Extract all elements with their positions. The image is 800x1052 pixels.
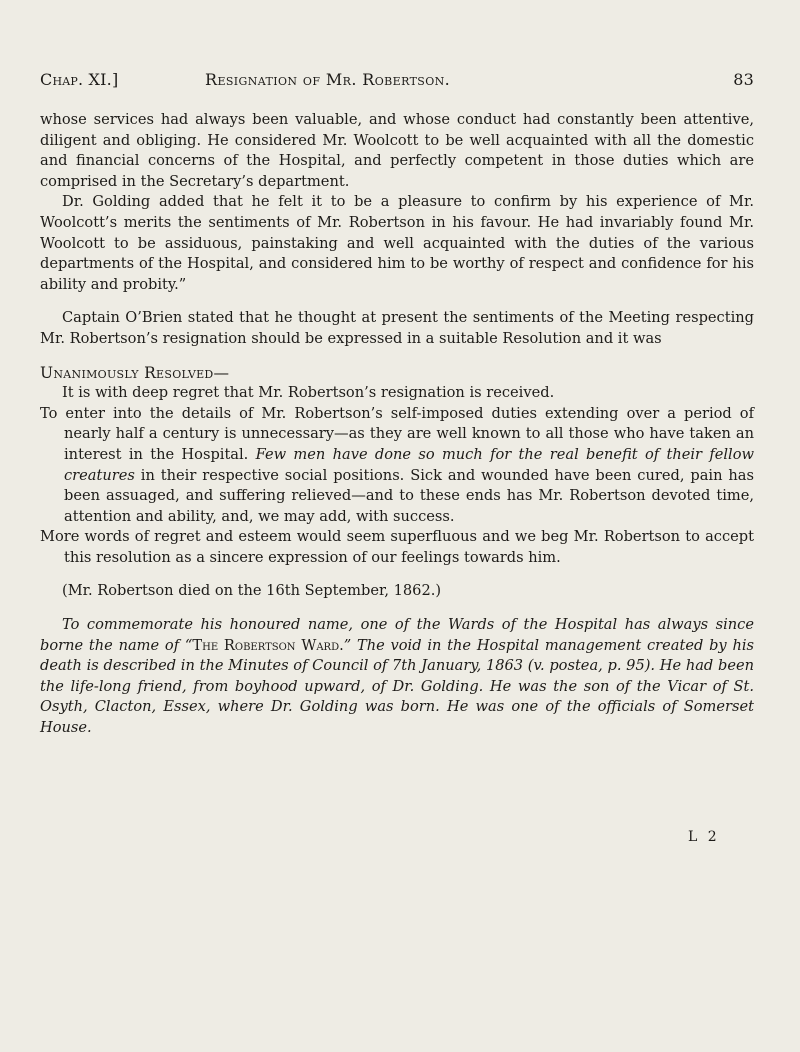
- paragraph-obrien: Captain O’Brien stated that he thought at present the sentiments of the Meeting respecting Mr. Robertson’s resignation should be expressed in a suitable Resolution and it was: [40, 309, 754, 347]
- resolution-esteem: More words of regret and esteem would seem superfluous and we beg Mr. Robertson to accept this resolution as a sincere expression of our feelings towards him.: [40, 528, 754, 566]
- resolution-duties: [40, 404, 754, 528]
- running-title: Resignation of Mr. Robertson.: [205, 70, 451, 89]
- resolution-duties-italic: Few men have done so much for the real benefit of their fellow creatures: [64, 445, 754, 484]
- running-head: [40, 70, 754, 96]
- paragraph-woolcott-character: whose services had always been valuable, and whose conduct had constantly been attentive, diligent and obliging. He considered Mr. Woolcott to be well acquainted with all the domestic and financial concerns of the Hospital, and perfectly competent in those duties which are comprised in the Secretary’s department.: [40, 111, 754, 190]
- signature-mark: L 2: [688, 829, 720, 845]
- chapter-label: Chap. XI.]: [40, 70, 119, 89]
- commemoration-paragraph: [40, 615, 754, 739]
- commemoration-text: To commemorate his honoured name, one of the Wards of the Hospital has always since borne the name of “: [40, 616, 754, 654]
- death-note: (Mr. Robertson died on the 16th September, 1862.): [62, 582, 442, 600]
- resolution-regret: It is with deep regret that Mr. Robertson’s resignation is received.: [62, 384, 555, 402]
- body-text: [40, 110, 754, 739]
- resolution-duties-text: To enter into the details of Mr. Robertson’s self-imposed duties extending over a period of nearly half a century is unnecessary—as they are well known to all those who have taken an interest in the Hospital.: [40, 404, 754, 463]
- paragraph-golding: Dr. Golding added that he felt it to be a pleasure to confirm by his experience of Mr. Woolcott’s merits the sentiments of Mr. Robertson in his favour. He had invariably found Mr. Woolcott to be assiduous, painstaking and well acquainted with the duties of the various departments of the Hospital, and considered him to be worthy of respect and confidence for his ability and probity.”: [40, 193, 754, 293]
- page-number: 83: [733, 70, 754, 89]
- commemoration-text-end: ” The void in the Hospital management created by his death is described in the Minutes of Council of 7th January, 1863 (v. postea, p. 95). He had been the life-long friend, from boyhood upward, of Dr. Golding. He was the son of the Vicar of St. Osyth, Clacton, Essex, where Dr. Golding was born. He was one of the officials of Somerset House.: [40, 636, 754, 737]
- resolution-duties-text-end: in their respective social positions. Sick and wounded have been cured, pain has been assuaged, and suffering relieved—and to these ends has Mr. Robertson devoted time, attention and ability, and, we may add, with success.: [64, 466, 754, 525]
- ward-name: The Robertson Ward.: [192, 636, 344, 654]
- resolution-heading: Unanimously Resolved—: [40, 363, 230, 382]
